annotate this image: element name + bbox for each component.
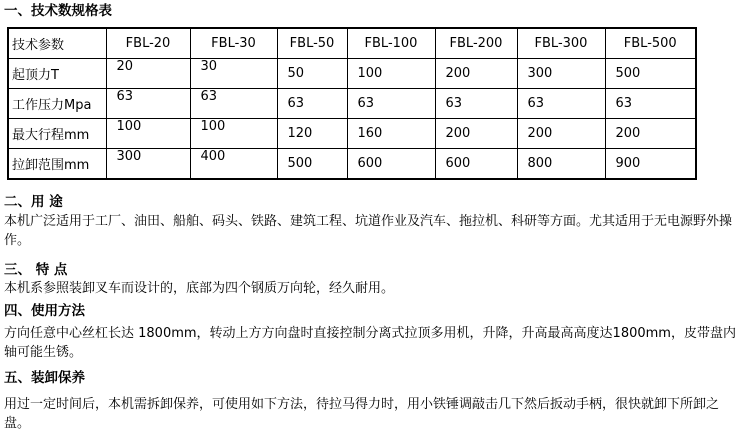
table-cell: 20 xyxy=(106,59,190,89)
table-cell: 200 xyxy=(605,119,696,149)
table-row xyxy=(8,89,696,119)
table-header-cell: FBL-30 xyxy=(190,28,277,59)
section-title-features: 三、 特 点 xyxy=(4,262,68,278)
table-row xyxy=(8,59,696,89)
table-row xyxy=(8,149,696,180)
row-label: 拉卸范围mm xyxy=(8,149,106,180)
table-header-cell: FBL-100 xyxy=(347,28,435,59)
table-cell: 63 xyxy=(347,89,435,119)
table-row xyxy=(8,119,696,149)
table-cell: 200 xyxy=(517,119,605,149)
table-cell: 600 xyxy=(347,149,435,180)
table-cell: 300 xyxy=(106,149,190,180)
table-cell: 63 xyxy=(605,89,696,119)
table-cell: 100 xyxy=(106,119,190,149)
table-cell: 800 xyxy=(517,149,605,180)
table-cell: 200 xyxy=(435,119,517,149)
table-header-cell: FBL-500 xyxy=(605,28,696,59)
table-cell: 300 xyxy=(517,59,605,89)
table-header-cell: FBL-20 xyxy=(106,28,190,59)
row-label: 最大行程mm xyxy=(8,119,106,149)
table-cell: 160 xyxy=(347,119,435,149)
table-cell: 63 xyxy=(190,89,277,119)
section-title-method: 四、使用方法 xyxy=(4,303,85,319)
table-header-cell: 技术参数 xyxy=(8,28,106,59)
table-header-cell: FBL-200 xyxy=(435,28,517,59)
spec-table xyxy=(7,27,697,180)
table-cell: 500 xyxy=(277,149,347,180)
table-cell: 100 xyxy=(190,119,277,149)
table-cell: 600 xyxy=(435,149,517,180)
maintenance-text: 用过一定时间后，本机需拆卸保养，可使用如下方法，待拉马得力时，用小铁锤调敲击几下然后扳动手柄，很快就卸下所卸之盘。 xyxy=(4,397,720,431)
row-label: 起顶力T xyxy=(8,59,106,89)
table-cell: 900 xyxy=(605,149,696,180)
table-cell: 63 xyxy=(435,89,517,119)
section-title-maintenance: 五、装卸保养 xyxy=(4,370,85,386)
method-text: 方向任意中心丝杠长达 1800mm，转动上方方向盘时直接控制分离式拉顶多用机，升降，升高最高高度达1800mm，皮带盘内轴可能生锈。 xyxy=(4,326,736,360)
usage-text: 本机广泛适用于工厂、油田、船舶、码头、铁路、建筑工程、坑道作业及汽车、拖拉机、科研等方面。尤其适用于无电源野外操作。 xyxy=(4,214,733,248)
table-cell: 200 xyxy=(435,59,517,89)
section-title-specs: 一、技术数规格表 xyxy=(4,3,112,19)
table-cell: 400 xyxy=(190,149,277,180)
table-header-row xyxy=(8,28,696,59)
table-cell: 500 xyxy=(605,59,696,89)
table-cell: 63 xyxy=(106,89,190,119)
table-header-cell: FBL-300 xyxy=(517,28,605,59)
table-header-cell: FBL-50 xyxy=(277,28,347,59)
table-cell: 30 xyxy=(190,59,277,89)
table-cell: 120 xyxy=(277,119,347,149)
features-text: 本机系参照装卸叉车而设计的，底部为四个钢质万向轮，经久耐用。 xyxy=(4,281,395,296)
table-cell: 100 xyxy=(347,59,435,89)
table-cell: 63 xyxy=(277,89,347,119)
table-cell: 50 xyxy=(277,59,347,89)
section-title-usage: 二、用 途 xyxy=(4,194,63,210)
table-cell: 63 xyxy=(517,89,605,119)
row-label: 工作压力Mpa xyxy=(8,89,106,119)
